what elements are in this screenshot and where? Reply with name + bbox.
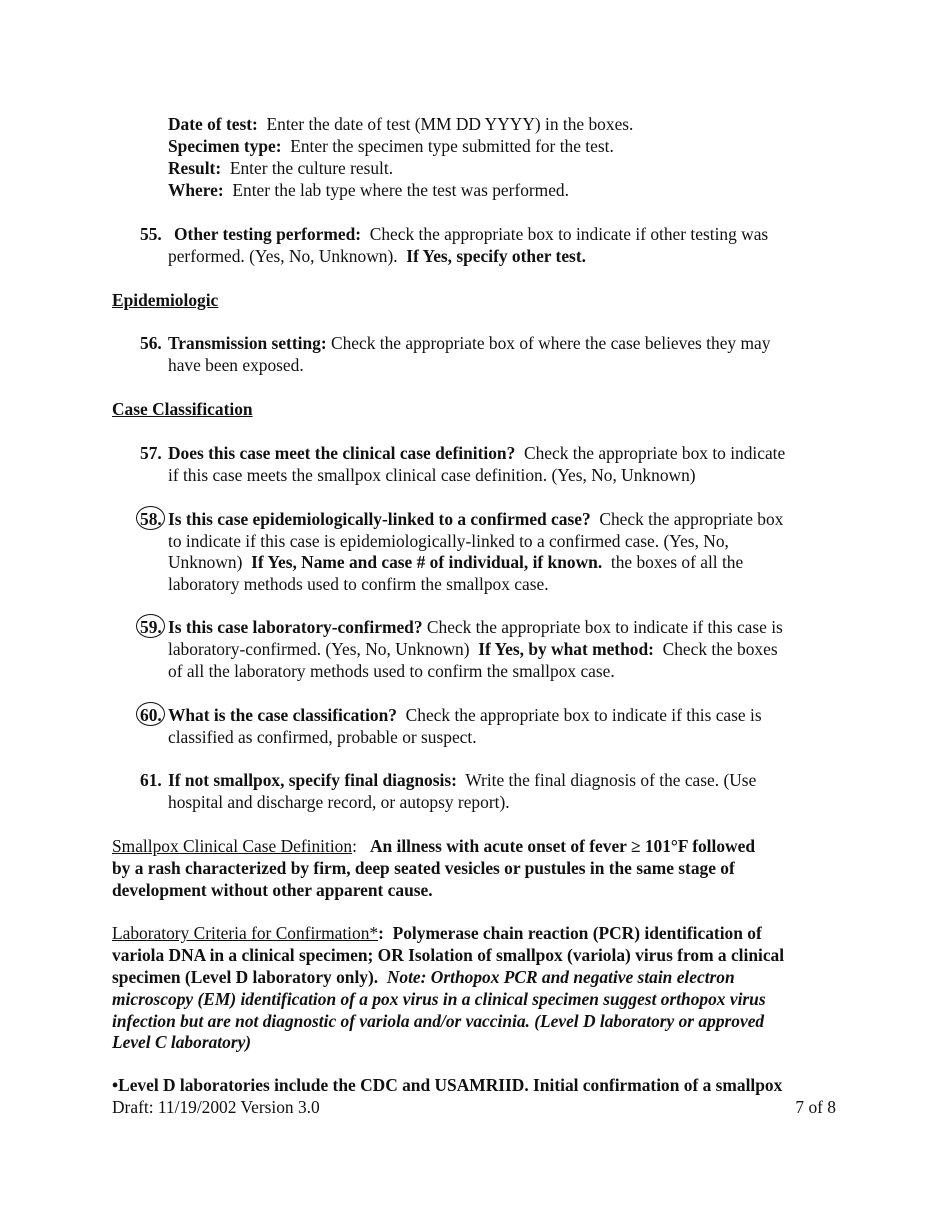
item-57-line1: Does this case meet the clinical case definition? Check the appropriate box to indicate	[168, 443, 786, 463]
item-58-line3: Unknown) If Yes, Name and case # of individual, if known. the boxes of all the	[168, 552, 744, 572]
footer-draft-version: Draft: 11/19/2002 Version 3.0	[112, 1097, 320, 1117]
item-57-line2: if this case meets the smallpox clinical case definition. (Yes, No, Unknown)	[168, 465, 696, 485]
item-61-number: 61.	[140, 770, 162, 790]
lab-criteria-line1: Laboratory Criteria for Confirmation*: Polymerase chain reaction (PCR) identification of	[112, 923, 762, 943]
item-59-line1: Is this case laboratory-confirmed? Check the appropriate box to indicate if this case is	[168, 617, 783, 637]
item-60-line2: classified as confirmed, probable or suspect.	[168, 727, 477, 747]
item-55-line1: Other testing performed: Check the appropriate box to indicate if other testing was	[174, 224, 769, 244]
item-58-line2: to indicate if this case is epidemiologically-linked to a confirmed case. (Yes, No,	[168, 531, 729, 551]
date-of-test-line: Date of test: Enter the date of test (MM DD YYYY) in the boxes.	[168, 114, 634, 134]
item-58-line4: laboratory methods used to confirm the smallpox case.	[168, 574, 549, 594]
item-58-line1: Is this case epidemiologically-linked to a confirmed case? Check the appropriate box	[168, 509, 784, 529]
item-59-line2: laboratory-confirmed. (Yes, No, Unknown) If Yes, by what method: Check the boxes	[168, 639, 778, 659]
item-61-line2: hospital and discharge record, or autopsy report).	[168, 792, 510, 812]
where-line: Where: Enter the lab type where the test was performed.	[168, 180, 569, 200]
item-58-number: 58.	[140, 509, 162, 529]
lab-criteria-line6: Level C laboratory)	[112, 1032, 252, 1052]
section-heading-case-classification: Case Classification	[112, 399, 253, 419]
specimen-type-line: Specimen type: Enter the specimen type submitted for the test.	[168, 136, 614, 156]
item-60-number: 60.	[140, 705, 162, 725]
result-line: Result: Enter the culture result.	[168, 158, 394, 178]
lab-criteria-line3: specimen (Level D laboratory only). Note: Orthopox PCR and negative stain electron	[112, 967, 735, 987]
clinical-definition-line3: development without other apparent cause.	[112, 880, 433, 900]
item-55-number: 55.	[140, 224, 162, 244]
item-60-line1: What is the case classification? Check the appropriate box to indicate if this case is	[168, 705, 762, 725]
lab-criteria-line5: infection but are not diagnostic of variola and/or vaccinia. (Level D laboratory or approved	[112, 1011, 765, 1031]
item-56-line1: Transmission setting: Check the appropriate box of where the case believes they may	[168, 333, 771, 353]
item-56-number: 56.	[140, 333, 162, 353]
footer-page-number: 7 of 8	[795, 1097, 836, 1117]
item-59-number: 59.	[140, 617, 162, 637]
item-57-number: 57.	[140, 443, 162, 463]
clinical-definition-line2: by a rash characterized by firm, deep seated vesicles or pustules in the same stage of	[112, 858, 735, 878]
clinical-definition-line1: Smallpox Clinical Case Definition: An illness with acute onset of fever ≥ 101°F followed	[112, 836, 755, 856]
item-61-line1: If not smallpox, specify final diagnosis: Write the final diagnosis of the case. (Use	[168, 770, 757, 790]
item-59-line3: of all the laboratory methods used to confirm the smallpox case.	[168, 661, 615, 681]
item-55-line2: performed. (Yes, No, Unknown). If Yes, specify other test.	[168, 246, 586, 266]
section-heading-epidemiologic: Epidemiologic	[112, 290, 219, 310]
lab-criteria-line4: microscopy (EM) identification of a pox virus in a clinical specimen suggest orthopox virus	[112, 989, 766, 1009]
level-d-note: •Level D laboratories include the CDC and USAMRIID. Initial confirmation of a smallpox	[112, 1075, 783, 1095]
lab-criteria-line2: variola DNA in a clinical specimen; OR Isolation of smallpox (variola) virus from a clinical	[112, 945, 785, 965]
item-56-line2: have been exposed.	[168, 355, 304, 375]
